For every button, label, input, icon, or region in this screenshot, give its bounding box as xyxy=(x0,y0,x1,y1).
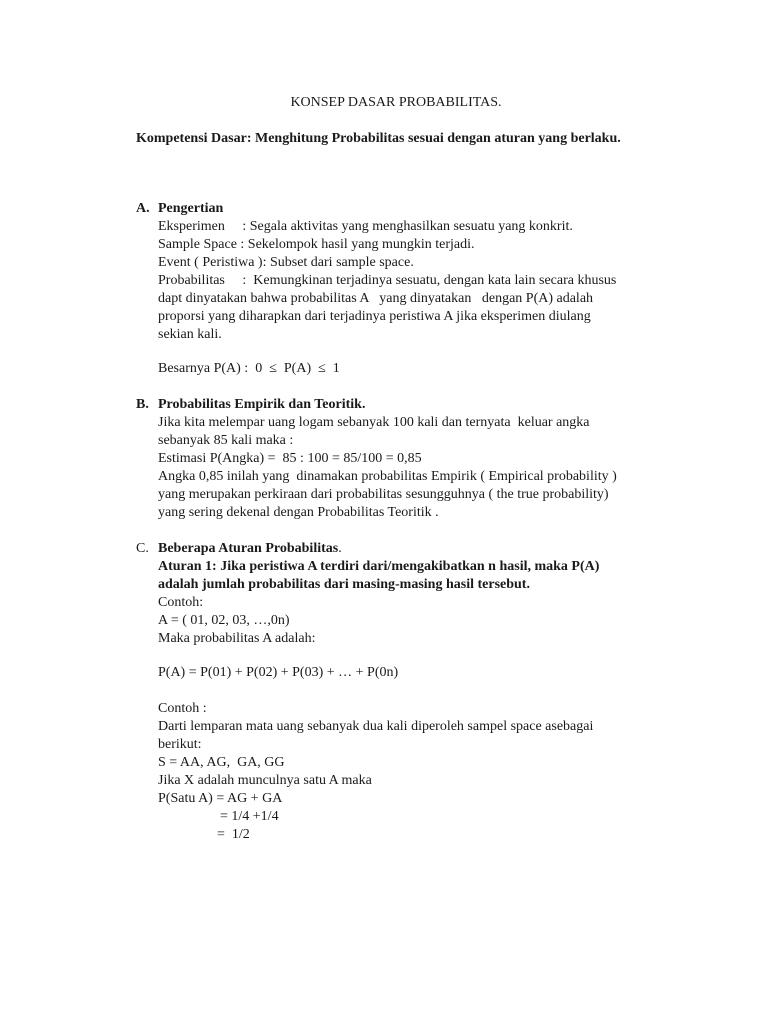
contoh-label-1: Contoh: xyxy=(158,595,204,610)
section-b-line-3: Estimasi P(Angka) = 85 : 100 = 85/100 = 0,85 xyxy=(158,451,422,466)
equation-step-1: = 1/4 +1/4 xyxy=(220,809,279,824)
section-b-letter: B. xyxy=(136,397,149,412)
section-c-letter: C. xyxy=(136,541,149,556)
kompetensi-dasar: Kompetensi Dasar: Menghitung Probabilitas sesuai dengan aturan yang berlaku. xyxy=(136,131,621,146)
set-a: A = ( 01, 02, 03, …,0n) xyxy=(158,613,290,628)
probabilitas-line-1: Probabilitas : Kemungkinan terjadinya sesuatu, dengan kata lain secara khusus xyxy=(158,273,617,288)
section-c-heading-dot: . xyxy=(338,541,342,556)
section-b-heading: Probabilitas Empirik dan Teoritik. xyxy=(158,397,366,412)
section-a-heading: Pengertian xyxy=(158,201,224,216)
contoh-label-2: Contoh : xyxy=(158,701,207,716)
section-b-line-2: sebanyak 85 kali maka : xyxy=(158,433,294,448)
section-c-heading: Beberapa Aturan Probabilitas xyxy=(158,541,339,556)
darti-line-1: Darti lemparan mata uang sebanyak dua kali diperoleh sampel space asebagai xyxy=(158,719,594,734)
probabilitas-line-4: sekian kali. xyxy=(158,327,222,342)
section-b-line-5: yang merupakan perkiraan dari probabilitas sesungguhnya ( the true probability) xyxy=(158,487,609,502)
jika-x: Jika X adalah munculnya satu A maka xyxy=(158,773,372,788)
event-definition: Event ( Peristiwa ): Subset dari sample space. xyxy=(158,255,414,270)
besarnya-range: Besarnya P(A) : 0 ≤ P(A) ≤ 1 xyxy=(158,361,340,376)
maka-probabilitas: Maka probabilitas A adalah: xyxy=(158,631,316,646)
section-b-line-6: yang sering dekenal dengan Probabilitas Teoritik . xyxy=(158,505,439,520)
probabilitas-line-2: dapt dinyatakan bahwa probabilitas A yang dinyatakan dengan P(A) adalah xyxy=(158,291,594,306)
page-title: KONSEP DASAR PROBABILITAS. xyxy=(290,95,502,110)
section-a-letter: A. xyxy=(136,201,150,216)
equation-step-2: = 1/2 xyxy=(217,827,250,842)
sample-space-definition: Sample Space : Sekelompok hasil yang mungkin terjadi. xyxy=(158,237,475,252)
darti-line-2: berikut: xyxy=(158,737,202,752)
section-b-line-1: Jika kita melempar uang logam sebanyak 100 kali dan ternyata keluar angka xyxy=(158,415,590,430)
probabilitas-line-3: proporsi yang diharapkan dari terjadinya peristiwa A jika eksperimen diulang xyxy=(158,309,591,324)
formula-pa: P(A) = P(01) + P(02) + P(03) + … + P(0n) xyxy=(158,665,399,680)
eksperimen-definition: Eksperimen : Segala aktivitas yang menghasilkan sesuatu yang konkrit. xyxy=(158,219,573,234)
aturan-1-line-2: adalah jumlah probabilitas dari masing-masing hasil tersebut. xyxy=(158,577,530,592)
section-c-heading-wrap xyxy=(158,540,342,558)
aturan-1-line-1: Aturan 1: Jika peristiwa A terdiri dari/mengakibatkan n hasil, maka P(A) xyxy=(158,559,600,574)
p-satu-a: P(Satu A) = AG + GA xyxy=(158,791,283,806)
sample-space-set: S = AA, AG, GA, GG xyxy=(158,755,285,770)
section-b-line-4: Angka 0,85 inilah yang dinamakan probabilitas Empirik ( Empirical probability ) xyxy=(158,469,617,484)
